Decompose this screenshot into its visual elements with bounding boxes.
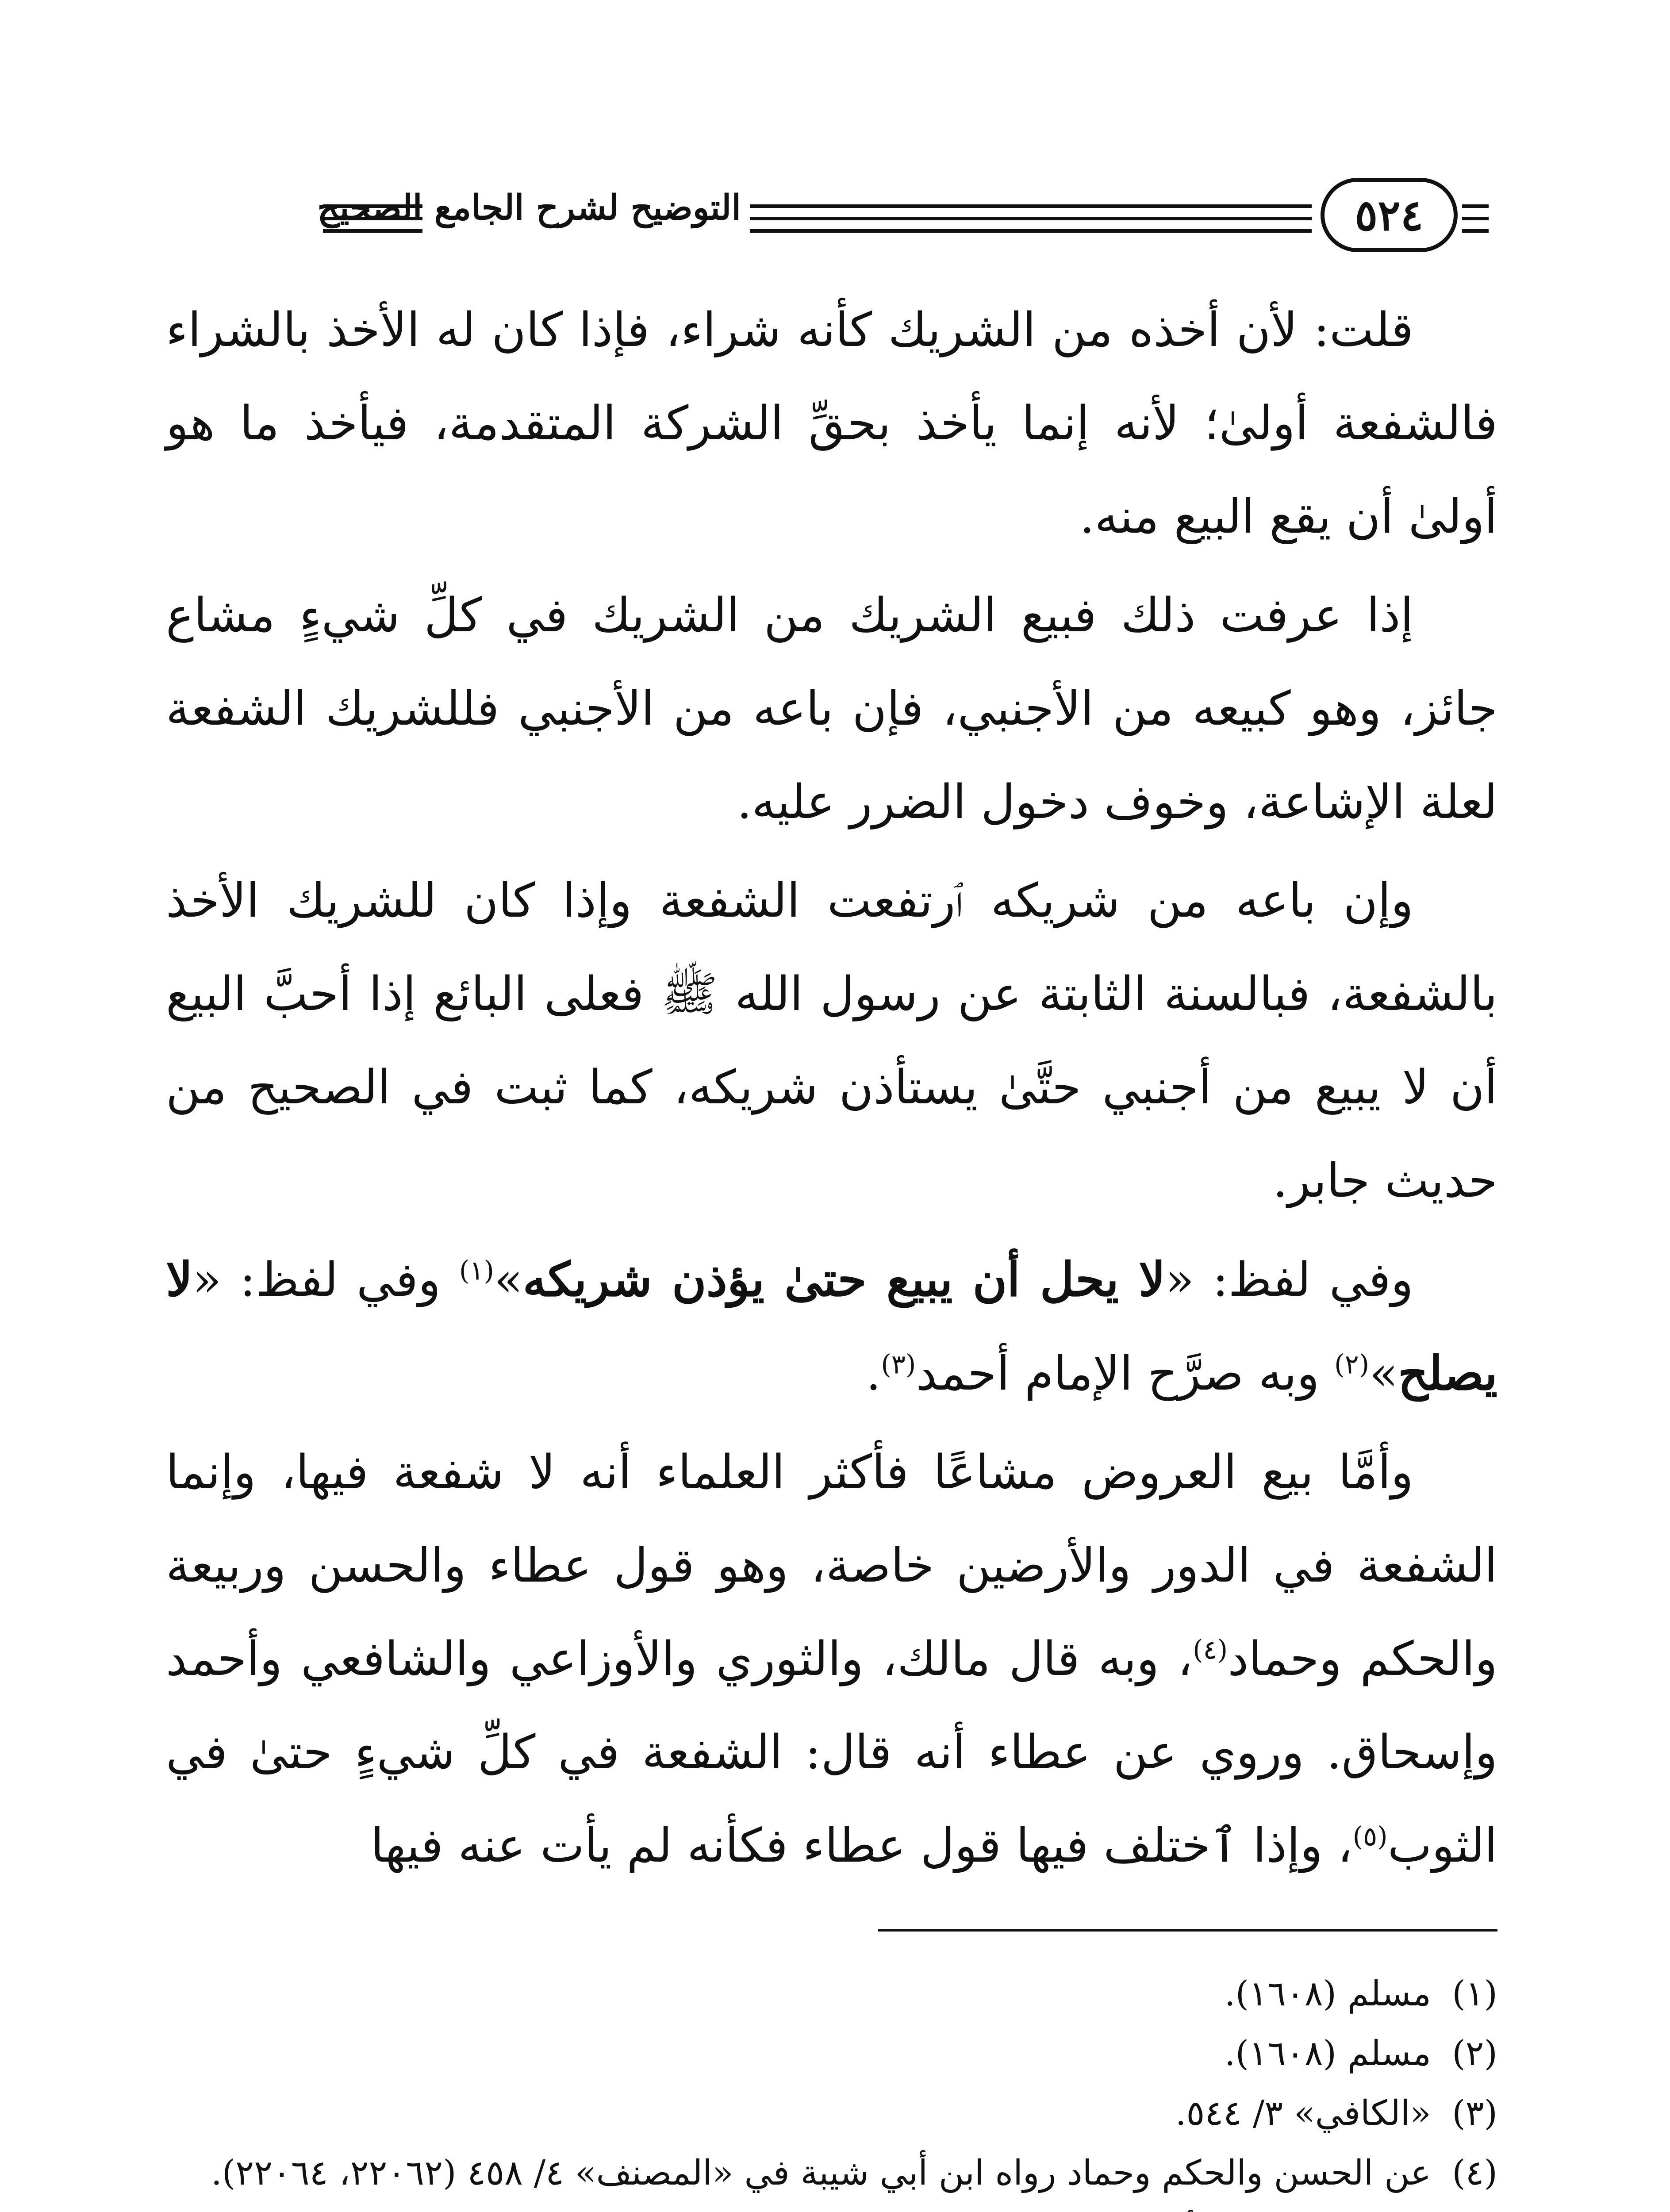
footnote-text: مسلم (١٦٠٨). [1224,2034,1431,2074]
page-number: ٥٢٤ [1321,178,1458,252]
text-run: ، وبه قال مالك، والثوري والأوزاعي والشافعي وأحمد وإسحاق. وروي عن عطاء أنه قال: الشفعة في كلِّ شيءٍ حتىٰ في الثوب [166,1632,1497,1873]
footnote-ref[interactable]: (٣) [881,1349,916,1380]
text-run: وأمَّا بيع العروض مشاعًا فأكثر العلماء أنه لا شفعة فيها، وإنما الشفعة في الدور والأرضين خاصة، وهو قول عطاء والحسن وربيعة والحكم وحماد [166,1445,1497,1686]
footnote-ref[interactable]: (٤) [1193,1634,1228,1666]
footnote-ref[interactable]: (١) [459,1255,494,1286]
footnote-number: (٣) [1452,2093,1497,2133]
text-run: ، وإذا ٱختلف فيها قول عطاء فكأنه لم يأت عنه فيها [370,1818,1353,1873]
footnote [166,1964,1497,2024]
text-run: . [866,1346,881,1401]
footnote-ref[interactable]: (٥) [1352,1821,1388,1852]
header-rule [750,204,1312,208]
footnote [166,2203,1497,2212]
footnote-number: (١) [1452,1974,1497,2014]
running-title: التوضيح لشرح الجامع الصحيح [317,188,741,228]
header-rule [1462,217,1489,220]
text-run: » [1369,1346,1398,1401]
footnote-text: «الكافي» ٣/ ٥٤٤. [1175,2093,1431,2133]
hadith-quote: لا يحل أن يبيع حتىٰ يؤذن شريكه [522,1252,1166,1307]
footnote-ref[interactable]: (٢) [1334,1349,1370,1380]
main-text [166,283,1497,1897]
hadith-quote: لا يصلح [166,1252,1497,1401]
footnote [166,2024,1497,2084]
footnote-number [1431,2203,1497,2212]
header-rule [1462,229,1489,233]
paragraph: إذا عرفت ذلك فبيع الشريك من الشريك في كلِّ شيءٍ مشاع جائز، وهو كبيعه من الأجنبي، فإن باعه من الأجنبي فللشريك الشفعة لعلة الإشاعة، وخوف دخول الضرر عليه. [166,588,1497,829]
text-run: وبه صرَّح الإمام أحمد [916,1346,1335,1401]
header-rule [750,217,1312,220]
paragraph [166,1425,1497,1892]
text-run: وفي لفظ: « [1165,1252,1413,1307]
footnote-text: عن الحسن والحكم وحماد رواه ابن أبي شيبة في «المصنف» ٤/ ٤٥٨ (٢٢٠٦٢، ٢٢٠٦٤). [211,2153,1431,2193]
footnote [166,2143,1497,2203]
paragraph [166,1233,1497,1420]
footnote [166,2084,1497,2143]
header-rule [323,229,422,233]
header-rule [1462,204,1489,208]
text-run: وفي لفظ: « [192,1252,459,1307]
footnotes [166,1964,1497,2212]
text-run: » [494,1252,523,1307]
footnote-separator [878,1929,1497,1932]
header-rule [750,229,1312,233]
page-header [146,173,1489,261]
paragraph: وإن باعه من شريكه ٱرتفعت الشفعة وإذا كان للشريك الأخذ بالشفعة، فبالسنة الثابتة عن رسول الله ﷺ فعلى البائع إذا أحبَّ البيع أن لا يبيع من أجنبي حتَّىٰ يستأذن شريكه، كما ثبت في الصحيح من حديث جابر. [166,873,1497,1208]
footnote-number: (٢) [1452,2034,1497,2074]
footnote-text: مسلم (١٦٠٨). [1224,1974,1431,2014]
paragraph: قلت: لأن أخذه من الشريك كأنه شراء، فإذا كان له الأخذ بالشراء فالشفعة أولىٰ؛ لأنه إنما يأخذ بحقِّ الشركة المتقدمة، فيأخذ ما هو أولىٰ أن يقع البيع منه. [166,303,1497,544]
footnote-text [166,2203,1431,2212]
footnote-number: (٤) [1452,2153,1497,2193]
